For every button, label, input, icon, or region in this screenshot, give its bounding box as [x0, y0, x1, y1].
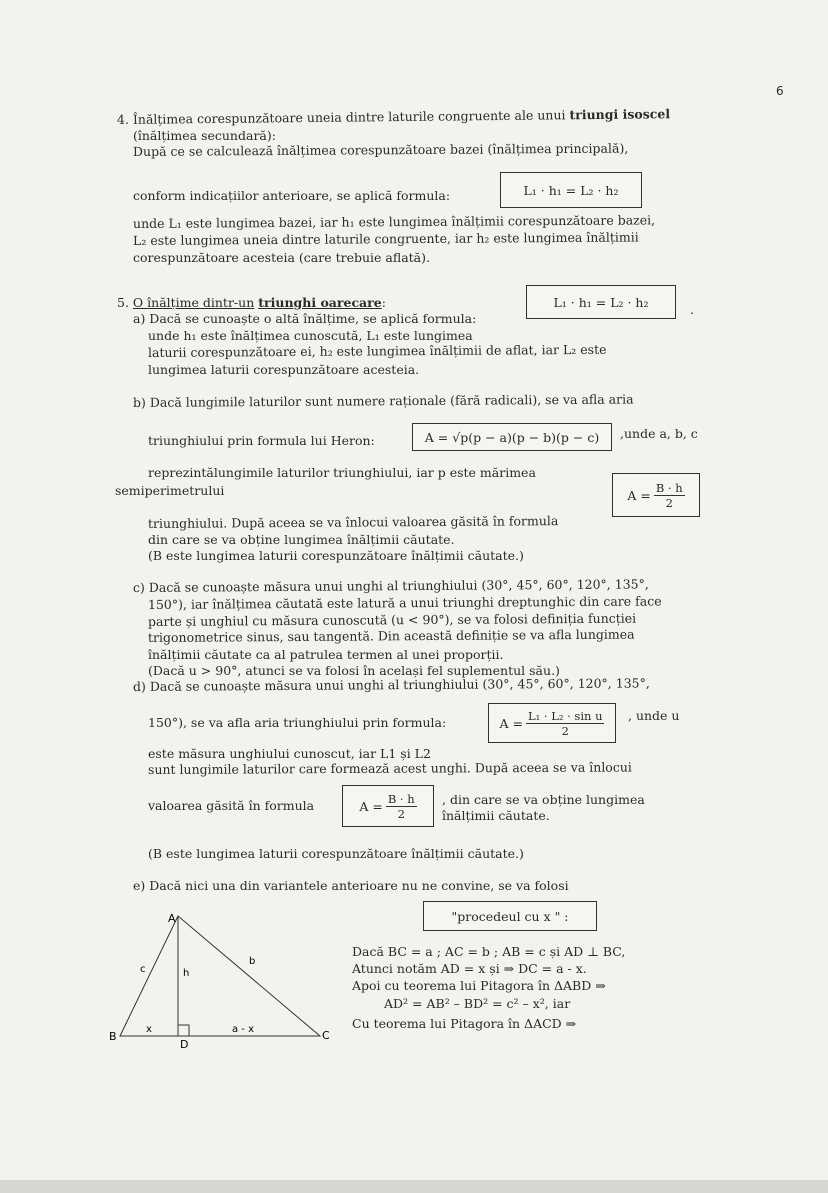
part-e-line-1: e) Dacă nici una din variantele anterioare nu ne convine, se va folosi: [133, 878, 569, 893]
part-e-line-6: Cu teorema lui Pitagora în ΔACD ⇒: [352, 1016, 577, 1031]
area-formula-lhs: A =: [627, 487, 651, 503]
section-5-title-bold: triunghi oarecare: [258, 295, 382, 310]
part-a-line-4: lungimea laturii corespunzătoare acesteia.: [148, 362, 420, 377]
sin-formula-numerator: L₁ · L₂ · sin u: [528, 708, 603, 723]
area-formula-fraction: [654, 481, 685, 510]
part-b-line-2: triunghiului prin formula lui Heron:: [148, 433, 375, 448]
section-4-title: [117, 106, 670, 127]
part-b-line-1: b) Dacă lungimile laturilor sunt numere raționale (fără radicali), se va afla aria: [132, 391, 634, 410]
part-e-line-5: AD² = AB² – BD² = c² – x², iar: [384, 996, 571, 1011]
part-c-line-6: (Dacă u > 90°, atunci se va folosi în același fel suplementul său.): [148, 663, 560, 678]
part-d-line-2-after: , unde u: [628, 708, 680, 723]
part-e-line-3: Atunci notăm AD = x și ⇒ DC = a - x.: [352, 961, 587, 976]
segment-x-label: x: [146, 1024, 152, 1035]
part-a-line-3: laturii corespunzătoare ei, h₂ este lungimea înălțimii de aflat, iar L₂ este: [147, 341, 607, 360]
d-area-formula-box: [342, 785, 434, 827]
part-d-line-5: valoarea găsită în formula: [148, 798, 315, 813]
d-area-formula-numerator: B · h: [387, 791, 415, 806]
section-4-line-6: corespunzătoare acesteia (care trebuie aflată).: [133, 250, 430, 265]
part-d-line-7: (B este lungimea laturii corespunzătoare înălțimii căutate.): [148, 846, 524, 861]
area-formula-numerator: B · h: [655, 480, 683, 495]
sin-area-formula-box: [488, 703, 616, 743]
d-area-formula-fraction: [386, 792, 417, 821]
part-b-line-7: (B este lungimea laturii corespunzătoare înălțimii căutate.): [148, 548, 524, 563]
procedure-box: "procedeul cu x " :: [423, 901, 597, 931]
section-4-number: 4.: [116, 111, 130, 127]
page-bottom-edge: [0, 1180, 828, 1193]
right-angle-mark: [178, 1025, 189, 1036]
part-e-line-2: Dacă BC = a ; AC = b ; AB = c și AD ⊥ BC,: [352, 944, 626, 959]
side-c-label: c: [140, 964, 146, 975]
height-h-label: h: [183, 968, 190, 979]
part-c-line-1: c) Dacă se cunoaște măsura unui unghi al triunghiului (30°, 45°, 60°, 120°, 135°,: [132, 576, 649, 595]
section-5-title-text: O înălțime dintr-un: [132, 295, 255, 310]
segment-a-minus-x-label: a - x: [232, 1024, 255, 1035]
heron-formula-box: A = √p(p − a)(p − b)(p − c): [412, 423, 612, 451]
part-a-line-1: a) Dacă se cunoaște o altă înălțime, se aplică formula:: [133, 311, 477, 326]
section-4-line-3: conform indicațiilor anterioare, se aplică formula:: [133, 188, 451, 203]
triangle-figure: [108, 908, 338, 1048]
part-b-line-4: semiperimetrului: [115, 483, 225, 498]
triangle-abc: [120, 916, 320, 1036]
area-formula-denominator: 2: [665, 495, 673, 510]
section-4-title-text: Înălțimea corespunzătoare uneia dintre laturile congruente ale unui: [132, 107, 566, 127]
vertex-d-label: D: [180, 1038, 189, 1048]
part-c-line-4: trigonometrice sinus, sau tangentă. Din această definiție se va afla lungimea: [147, 626, 635, 645]
part-c-line-5: înălțimii căutate ca al patrulea termen al unei proporții.: [148, 647, 504, 662]
d-area-formula-denominator: 2: [397, 806, 405, 821]
page-number: 6: [776, 84, 784, 98]
section-4-line-2: După ce se calculează înălțimea corespunzătoare bazei (înălțimea principală),: [132, 140, 629, 159]
part-b-line-5: triunghiului. După aceea se va înlocui valoarea găsită în formula: [147, 513, 559, 531]
part-b-line-2-after: ,unde a, b, c: [620, 426, 698, 441]
vertex-c-label: C: [322, 1029, 330, 1042]
part-d-line-3: este măsura unghiului cunoscut, iar L1 și L2: [148, 746, 431, 761]
part-c-line-3: parte și unghiul cu măsura cunoscută (u < 90°), se va folosi definiția funcției: [147, 610, 637, 629]
part-d-line-4: sunt lungimile laturilor care formează acest unghi. După aceea se va înlocui: [147, 759, 632, 777]
part-a-line-2: unde h₁ este înălțimea cunoscută, L₁ este lungimea: [148, 328, 473, 343]
area-formula-box: [612, 473, 700, 517]
part-d-line-2: 150°), se va afla aria triunghiului prin formula:: [148, 715, 447, 730]
side-b-label: b: [249, 956, 256, 967]
sin-formula-lhs: A =: [499, 715, 523, 731]
section-5-title: [117, 295, 386, 310]
part-d-line-6: înălțimii căutate.: [442, 808, 550, 823]
part-a-formula-box: L₁ · h₁ = L₂ · h₂: [526, 285, 676, 319]
part-a-dot: .: [690, 302, 694, 317]
part-b-line-3: reprezintălungimile laturilor triunghiului, iar p este mărimea: [148, 465, 536, 480]
vertex-a-label: A: [168, 912, 176, 925]
sin-formula-denominator: 2: [561, 723, 569, 738]
part-d-line-5-after: , din care se va obține lungimea: [442, 792, 645, 807]
section-4-line-5: L₂ este lungimea uneia dintre laturile congruente, iar h₂ este lungimea înălțimii: [132, 229, 639, 248]
vertex-b-label: B: [109, 1030, 117, 1043]
d-area-formula-lhs: A =: [359, 798, 383, 814]
section-4-subtitle: (înălțimea secundară):: [133, 128, 276, 143]
sin-formula-fraction: [526, 709, 604, 738]
section-4-title-bold: triungi isoscel: [569, 106, 671, 123]
section-4-formula-box: L₁ · h₁ = L₂ · h₂: [500, 172, 642, 208]
part-b-line-6: din care se va obține lungimea înălțimii căutate.: [148, 532, 455, 547]
part-c-line-2: 150°), iar înălțimea căutată este latură a unui triunghi dreptunghic din care face: [147, 593, 662, 612]
section-5-number: 5.: [117, 295, 129, 310]
section-5-title-colon: :: [381, 295, 386, 310]
part-d-line-1: d) Dacă se cunoaște măsura unui unghi al triunghiului (30°, 45°, 60°, 120°, 135°,: [132, 675, 650, 694]
part-e-line-4: Apoi cu teorema lui Pitagora în ΔABD ⇒: [352, 978, 606, 993]
section-4-line-4: unde L₁ este lungimea bazei, iar h₁ este lungimea înălțimii corespunzătoare bazei,: [132, 212, 656, 231]
